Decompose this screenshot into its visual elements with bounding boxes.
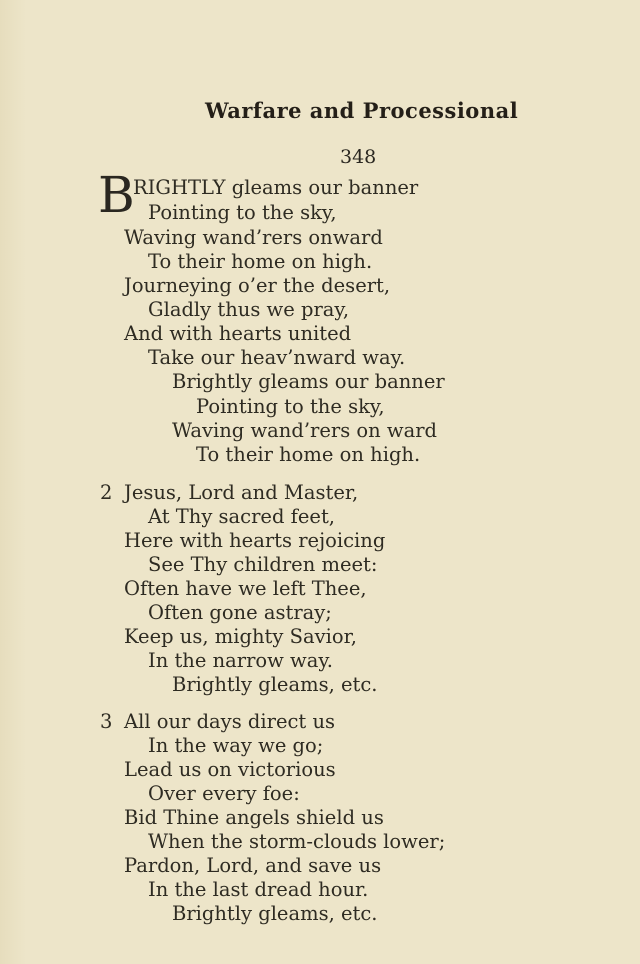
verse-3-line-5: Bid Thine angels shield us bbox=[124, 806, 384, 829]
verse-2-line-4: See Thy children meet: bbox=[148, 553, 378, 576]
verse-3-line-2: In the way we go; bbox=[148, 734, 324, 757]
verse-1-line-4: To their home on high. bbox=[148, 250, 373, 273]
verse-2-number: 2 bbox=[100, 481, 113, 504]
refrain-line-1: Brightly gleams our banner bbox=[172, 370, 445, 393]
verse-3-line-1: All our days direct us bbox=[124, 710, 336, 733]
refrain-line-2: Pointing to the sky, bbox=[196, 395, 385, 418]
verse-3-number: 3 bbox=[100, 710, 113, 733]
verse-3-line-3: Lead us on victorious bbox=[124, 758, 336, 781]
verse-2-line-2: At Thy sacred feet, bbox=[148, 505, 335, 528]
hymn-number: 348 bbox=[340, 146, 377, 168]
verse-2-refrain-ref: Brightly gleams, etc. bbox=[172, 673, 378, 696]
verse-2-line-7: Keep us, mighty Savior, bbox=[124, 625, 357, 648]
verse-1-line-8: Take our heav’nward way. bbox=[148, 346, 406, 369]
verse-2-line-3: Here with hearts rejoicing bbox=[124, 529, 386, 552]
verse-3-line-7: Pardon, Lord, and save us bbox=[124, 854, 382, 877]
refrain-line-4: To their home on high. bbox=[196, 443, 421, 466]
verse-2-line-6: Often gone astray; bbox=[148, 601, 332, 624]
verse-3-line-6: When the storm-clouds lower; bbox=[148, 830, 446, 853]
verse-2-line-1: Jesus, Lord and Master, bbox=[124, 481, 359, 504]
verse-2-line-5: Often have we left Thee, bbox=[124, 577, 367, 600]
verse-1-line-7: And with hearts united bbox=[124, 322, 352, 345]
verse-3-refrain-ref: Brightly gleams, etc. bbox=[172, 902, 378, 925]
verse-1-line-3: Waving wand’rers onward bbox=[124, 226, 383, 249]
refrain-line-3: Waving wand’rers on ward bbox=[172, 419, 438, 442]
section-header: Warfare and Processional bbox=[205, 98, 519, 123]
verse-1-line-6: Gladly thus we pray, bbox=[148, 298, 350, 321]
verse-2-line-8: In the narrow way. bbox=[148, 649, 333, 672]
verse-1-line-1: RIGHTLY gleams our banner bbox=[133, 176, 419, 199]
verse-1-line-2: Pointing to the sky, bbox=[148, 201, 337, 224]
page-spine-shading bbox=[0, 0, 26, 964]
verse-1-line-5: Journeying o’er the desert, bbox=[124, 274, 391, 297]
verse-3-line-8: In the last dread hour. bbox=[148, 878, 369, 901]
verse-3-line-4: Over every foe: bbox=[148, 782, 300, 805]
drop-cap: B bbox=[98, 166, 135, 224]
